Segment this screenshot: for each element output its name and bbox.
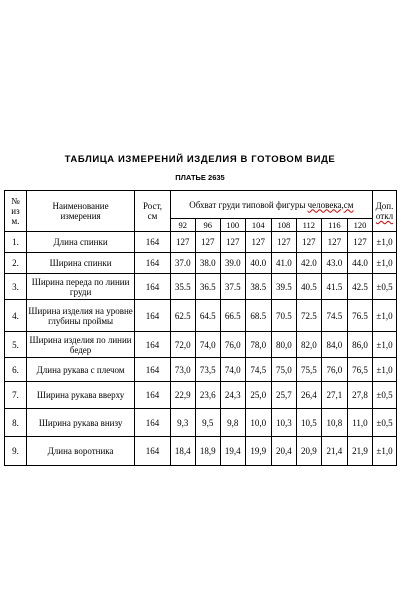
row-value: 76,5 bbox=[347, 358, 372, 382]
row-tolerance: ±1,0 bbox=[372, 253, 396, 274]
row-measurement-name: Длина рукава с плечом bbox=[26, 358, 134, 382]
row-height: 164 bbox=[135, 232, 170, 253]
table-row bbox=[5, 253, 397, 274]
document-subtitle: ПЛАТЬЕ 2635 bbox=[175, 173, 225, 182]
row-value: 37.5 bbox=[220, 274, 245, 300]
measurement-table bbox=[4, 190, 397, 466]
row-height: 164 bbox=[135, 358, 170, 382]
row-value: 127 bbox=[296, 232, 321, 253]
row-value: 74,5 bbox=[245, 358, 271, 382]
row-value: 25,0 bbox=[245, 382, 271, 409]
size-cell: 92 bbox=[170, 219, 195, 232]
row-value: 20,4 bbox=[271, 437, 296, 466]
row-value: 127 bbox=[170, 232, 195, 253]
row-value: 78,0 bbox=[245, 332, 271, 358]
row-measurement-name: Ширина переда по линии груди bbox=[26, 274, 134, 300]
row-value: 9,5 bbox=[195, 409, 220, 437]
header-name-line1: Наименование bbox=[52, 201, 109, 211]
header-height-line2: см bbox=[147, 211, 158, 221]
row-number: 9. bbox=[5, 437, 27, 466]
row-value: 127 bbox=[245, 232, 271, 253]
header-height bbox=[135, 191, 170, 232]
row-height: 164 bbox=[135, 437, 170, 466]
header-number bbox=[5, 191, 27, 232]
row-value: 76,0 bbox=[321, 358, 347, 382]
size-cell: 104 bbox=[245, 219, 271, 232]
row-number: 4. bbox=[5, 300, 27, 332]
row-value: 23,6 bbox=[195, 382, 220, 409]
row-value: 127 bbox=[321, 232, 347, 253]
row-value: 19,4 bbox=[220, 437, 245, 466]
table-row bbox=[5, 300, 397, 332]
row-value: 44.0 bbox=[347, 253, 372, 274]
row-value: 39.5 bbox=[271, 274, 296, 300]
row-value: 37.0 bbox=[170, 253, 195, 274]
header-tolerance-line2: откл bbox=[375, 211, 394, 221]
row-value: 10,5 bbox=[296, 409, 321, 437]
row-value: 43.0 bbox=[321, 253, 347, 274]
row-measurement-name: Ширина рукава вверху bbox=[26, 382, 134, 409]
row-value: 35.5 bbox=[170, 274, 195, 300]
size-cell: 96 bbox=[195, 219, 220, 232]
row-value: 75,5 bbox=[296, 358, 321, 382]
size-cell: 112 bbox=[296, 219, 321, 232]
row-measurement-name: Ширина изделия на уровне глубины проймы bbox=[26, 300, 134, 332]
size-cell: 120 bbox=[347, 219, 372, 232]
row-number: 8. bbox=[5, 409, 27, 437]
header-height-line1: Рост, bbox=[143, 201, 163, 211]
row-measurement-name: Ширина рукава внизу bbox=[26, 409, 134, 437]
row-tolerance: ±1,0 bbox=[372, 332, 396, 358]
row-tolerance: ±0,5 bbox=[372, 409, 396, 437]
row-value: 36.5 bbox=[195, 274, 220, 300]
row-value: 80,0 bbox=[271, 332, 296, 358]
row-tolerance: ±1,0 bbox=[372, 358, 396, 382]
row-value: 127 bbox=[347, 232, 372, 253]
size-cell: 108 bbox=[271, 219, 296, 232]
table-row bbox=[5, 332, 397, 358]
row-value: 25,7 bbox=[271, 382, 296, 409]
row-value: 84,0 bbox=[321, 332, 347, 358]
row-measurement-name: Длина воротника bbox=[26, 437, 134, 466]
row-value: 76,0 bbox=[220, 332, 245, 358]
header-tolerance bbox=[372, 191, 396, 232]
row-height: 164 bbox=[135, 300, 170, 332]
table-row bbox=[5, 232, 397, 253]
row-value: 74.5 bbox=[321, 300, 347, 332]
row-number: 5. bbox=[5, 332, 27, 358]
table-row bbox=[5, 358, 397, 382]
row-height: 164 bbox=[135, 409, 170, 437]
table-row bbox=[5, 437, 397, 466]
row-value: 75,0 bbox=[271, 358, 296, 382]
header-number-line2: из bbox=[11, 206, 20, 216]
header-number-line3: м. bbox=[11, 216, 20, 226]
row-value: 68.5 bbox=[245, 300, 271, 332]
table-row bbox=[5, 409, 397, 437]
measurement-table-body bbox=[5, 191, 397, 466]
row-value: 73,5 bbox=[195, 358, 220, 382]
row-value: 70.5 bbox=[271, 300, 296, 332]
row-number: 7. bbox=[5, 382, 27, 409]
row-number: 1. bbox=[5, 232, 27, 253]
header-number-line1: № bbox=[11, 196, 20, 206]
document-title: ТАБЛИЦА ИЗМЕРЕНИЙ ИЗДЕЛИЯ В ГОТОВОМ ВИДЕ bbox=[64, 154, 336, 165]
row-tolerance: ±0,5 bbox=[372, 274, 396, 300]
row-value: 72,0 bbox=[170, 332, 195, 358]
row-number: 2. bbox=[5, 253, 27, 274]
row-value: 27,8 bbox=[347, 382, 372, 409]
row-value: 40.0 bbox=[245, 253, 271, 274]
row-value: 42.0 bbox=[296, 253, 321, 274]
size-cell: 100 bbox=[220, 219, 245, 232]
row-value: 21,9 bbox=[347, 437, 372, 466]
row-value: 26,4 bbox=[296, 382, 321, 409]
row-value: 41.5 bbox=[321, 274, 347, 300]
row-value: 82,0 bbox=[296, 332, 321, 358]
row-value: 127 bbox=[220, 232, 245, 253]
row-height: 164 bbox=[135, 253, 170, 274]
row-tolerance: ±1,0 bbox=[372, 232, 396, 253]
row-tolerance: ±1,0 bbox=[372, 437, 396, 466]
row-value: 39.0 bbox=[220, 253, 245, 274]
row-value: 41.0 bbox=[271, 253, 296, 274]
row-height: 164 bbox=[135, 332, 170, 358]
row-value: 74,0 bbox=[220, 358, 245, 382]
row-value: 66.5 bbox=[220, 300, 245, 332]
row-value: 18,4 bbox=[170, 437, 195, 466]
header-measurement-name bbox=[26, 191, 134, 232]
row-value: 86,0 bbox=[347, 332, 372, 358]
row-tolerance: ±0,5 bbox=[372, 382, 396, 409]
row-measurement-name: Длина спинки bbox=[26, 232, 134, 253]
row-value: 72.5 bbox=[296, 300, 321, 332]
row-value: 27,1 bbox=[321, 382, 347, 409]
row-value: 20,9 bbox=[296, 437, 321, 466]
row-measurement-name: Ширина изделия по линии бедер bbox=[26, 332, 134, 358]
row-number: 6. bbox=[5, 358, 27, 382]
row-value: 10,3 bbox=[271, 409, 296, 437]
row-value: 62.5 bbox=[170, 300, 195, 332]
row-value: 40.5 bbox=[296, 274, 321, 300]
row-value: 73,0 bbox=[170, 358, 195, 382]
row-value: 10,0 bbox=[245, 409, 271, 437]
row-value: 21,4 bbox=[321, 437, 347, 466]
row-value: 18,9 bbox=[195, 437, 220, 466]
row-value: 9,8 bbox=[220, 409, 245, 437]
row-value: 10,8 bbox=[321, 409, 347, 437]
row-tolerance: ±1,0 bbox=[372, 300, 396, 332]
table-row bbox=[5, 274, 397, 300]
row-value: 38.5 bbox=[245, 274, 271, 300]
header-name-line2: измерения bbox=[60, 211, 101, 221]
row-value: 76.5 bbox=[347, 300, 372, 332]
row-value: 74,0 bbox=[195, 332, 220, 358]
header-girth-prefix: Обхват груди типовой фигуры bbox=[189, 199, 308, 210]
row-value: 42.5 bbox=[347, 274, 372, 300]
row-number: 3. bbox=[5, 274, 27, 300]
header-chest-girth bbox=[170, 191, 372, 219]
row-value: 19,9 bbox=[245, 437, 271, 466]
row-value: 64.5 bbox=[195, 300, 220, 332]
row-measurement-name: Ширина спинки bbox=[26, 253, 134, 274]
row-height: 164 bbox=[135, 382, 170, 409]
row-value: 11,0 bbox=[347, 409, 372, 437]
table-header-row bbox=[5, 191, 397, 219]
header-tolerance-line1: Доп. bbox=[375, 201, 394, 211]
row-value: 127 bbox=[195, 232, 220, 253]
row-height: 164 bbox=[135, 274, 170, 300]
table-row bbox=[5, 382, 397, 409]
header-girth-underlined: человека,см bbox=[307, 199, 354, 210]
row-value: 22,9 bbox=[170, 382, 195, 409]
row-value: 127 bbox=[271, 232, 296, 253]
size-cell: 116 bbox=[321, 219, 347, 232]
row-value: 24,3 bbox=[220, 382, 245, 409]
row-value: 38.0 bbox=[195, 253, 220, 274]
row-value: 9,3 bbox=[170, 409, 195, 437]
